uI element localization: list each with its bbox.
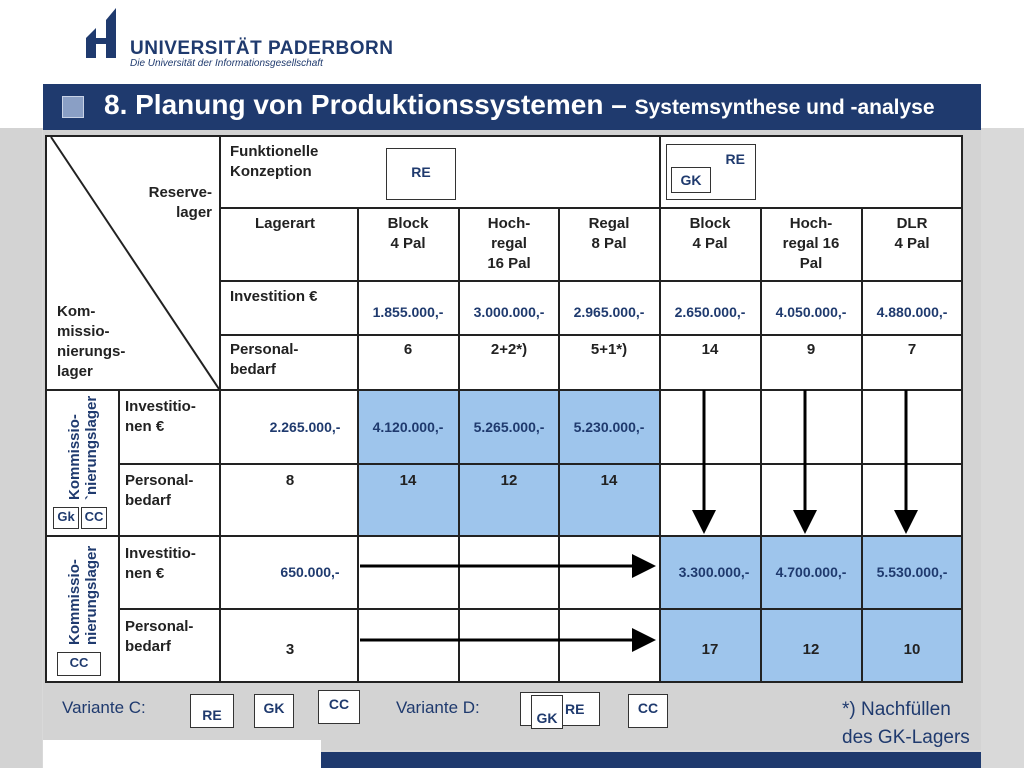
row-label-lagerart: Lagerart: [255, 215, 316, 232]
group2-pers-col4: 17: [701, 641, 719, 658]
group2-pers-label: Personal- bedarf: [125, 618, 194, 655]
col2-personal: 2+2*): [490, 341, 528, 358]
group1-pers-base: 8: [285, 472, 295, 489]
group1-inv-label: Investitio- nen €: [125, 398, 196, 435]
col4-personal: 14: [701, 341, 719, 358]
group1-inv-col1: 4.120.000,-: [372, 419, 444, 435]
group2-inv-col6: 5.530.000,-: [876, 564, 948, 580]
concept-re2-label: RE: [725, 151, 745, 167]
group1-badge-cc: CC: [81, 507, 107, 529]
group2-pers-col6: 10: [903, 641, 921, 658]
col3-personal: 5+1*): [590, 341, 628, 358]
variante-d-label: Variante D:: [396, 698, 480, 717]
col2-lagerart: Hoch- regal 16 Pal: [487, 215, 531, 272]
group2-inv-col4: 3.300.000,-: [678, 564, 750, 580]
group1-inv-base: 2.265.000,-: [269, 419, 341, 435]
corner-kom-label: Kom- missio- nierungs- lager: [57, 303, 126, 380]
group1-label: Kommissio- `nierungslager: [66, 395, 100, 500]
col1-personal: 6: [403, 341, 413, 358]
col1-lagerart: Block 4 Pal: [387, 215, 429, 252]
col6-investition: 4.880.000,-: [876, 304, 948, 320]
row-label-personal: Personal- bedarf: [230, 341, 299, 378]
col5-investition: 4.050.000,-: [775, 304, 847, 320]
concept-gk-box: GK: [671, 167, 711, 193]
col3-investition: 2.965.000,-: [573, 304, 645, 320]
concept-re-box: RE: [386, 148, 456, 200]
group1-pers-col3: 14: [600, 472, 618, 489]
col4-investition: 2.650.000,-: [674, 304, 746, 320]
legend-c-gk: GK: [254, 694, 294, 728]
group2-inv-label: Investitio- nen €: [125, 545, 196, 582]
footnote: *) Nachfüllen des GK-Lagers: [842, 699, 970, 748]
group2-pers-base: 3: [285, 641, 295, 658]
group2-pers-col5: 12: [802, 641, 820, 658]
legend-d-group: [520, 692, 600, 726]
row-label-investition: Investition €: [230, 288, 318, 305]
col5-personal: 9: [806, 341, 816, 358]
corner-reserve-label: Reserve- lager: [148, 184, 212, 221]
group1-inv-col2: 5.265.000,-: [473, 419, 545, 435]
group2-inv-col5: 4.700.000,-: [775, 564, 847, 580]
group2-inv-base: 650.000,-: [280, 564, 340, 580]
col4-lagerart: Block 4 Pal: [689, 215, 731, 252]
title-sub: Systemsynthese und -analyse: [634, 96, 935, 119]
logo-tagline: Die Universität der Informationsgesellschaft: [130, 58, 323, 69]
group1-inv-col3: 5.230.000,-: [573, 419, 645, 435]
legend-c-re: RE: [190, 694, 234, 728]
col6-lagerart: DLR 4 Pal: [894, 215, 930, 252]
col5-lagerart: Hoch- regal 16 Pal: [782, 215, 840, 272]
group1-pers-col2: 12: [500, 472, 518, 489]
legend-d-gk: GK: [531, 695, 563, 729]
footer-left: [43, 740, 321, 768]
col3-lagerart: Regal 8 Pal: [588, 215, 630, 252]
col1-investition: 1.855.000,-: [372, 304, 444, 320]
group1-pers-label: Personal- bedarf: [125, 472, 194, 509]
legend-d-re: RE: [565, 701, 585, 717]
group1-badge-gk: Gk: [53, 507, 79, 529]
logo-name: UNIVERSITÄT PADERBORN: [130, 38, 394, 59]
group2-badge-cc: CC: [57, 652, 101, 676]
legend-d-cc: CC: [628, 694, 668, 728]
variante-c-label: Variante C:: [62, 698, 146, 717]
col6-personal: 7: [907, 341, 917, 358]
title-main: 8. Planung von Produktionssystemen –: [104, 89, 635, 120]
col2-investition: 3.000.000,-: [473, 304, 545, 320]
footer-bar: [321, 752, 981, 768]
group1-pers-col1: 14: [399, 472, 417, 489]
row-label-funktionelle: Funktionelle Konzeption: [230, 143, 319, 180]
legend-c-cc: CC: [318, 690, 360, 724]
group2-label: Kommissio- nierungslager: [66, 545, 100, 645]
